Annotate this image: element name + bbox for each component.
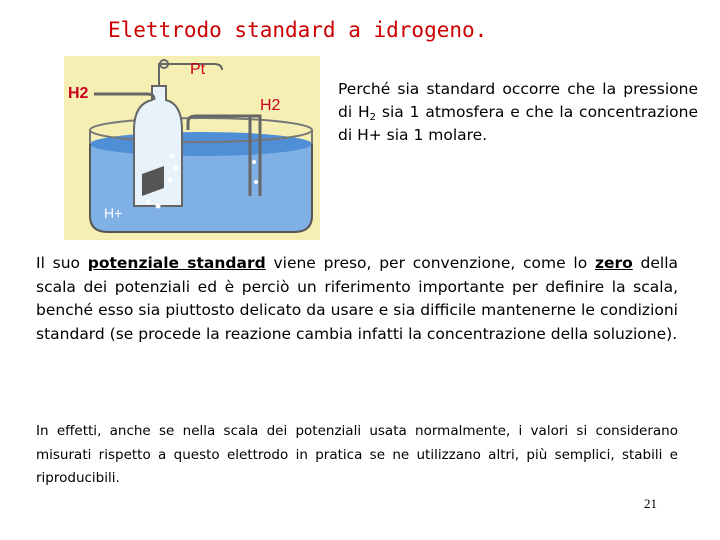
practical-electrodes-paragraph: In effetti, anche se nella scala dei potenziali usata normalmente, i valori si considerano misurati rispetto a questo elettrodo in pratica se ne utilizzano altri, più semplici, stabili e riproducibili.: [36, 423, 678, 486]
electrode-illustration: [64, 56, 320, 240]
solution: [90, 144, 312, 232]
para1-emphasis-zero: zero: [594, 254, 633, 272]
hydrogen-electrode-diagram: [64, 56, 320, 240]
page-number: 21: [644, 496, 657, 511]
side-text-b: sia 1 atmosfera e che la concentrazione di H+ sia 1 molare.: [338, 103, 698, 144]
para1-text-2: viene preso, per convenzione, come lo: [265, 254, 595, 272]
label-h2-right: H2: [260, 97, 281, 114]
para1-text-3: della scala dei potenziali ed è perciò un riferimento importante per definire la scala, benché esso sia piuttosto delicato da usare e sia difficile mantenerne le condizioni standard (se procede la reazione cambia infatti la concentrazione della soluzione).: [36, 254, 678, 343]
label-pt: Pt: [190, 61, 206, 78]
standard-conditions-text: [338, 78, 698, 147]
standard-potential-paragraph: [36, 252, 678, 346]
label-h2-left: H2: [68, 85, 89, 102]
side-text-subscript: 2: [369, 112, 377, 123]
side-text-a: Perché sia standard occorre che la pressione di H: [338, 80, 698, 121]
solution-surface: [90, 132, 312, 156]
para1-emphasis-standard: potenziale standard: [87, 254, 266, 272]
slide-title: Elettrodo standard a idrogeno.: [108, 18, 488, 42]
label-h-plus: H+: [104, 205, 123, 221]
para1-text-1: Il suo: [36, 254, 88, 272]
